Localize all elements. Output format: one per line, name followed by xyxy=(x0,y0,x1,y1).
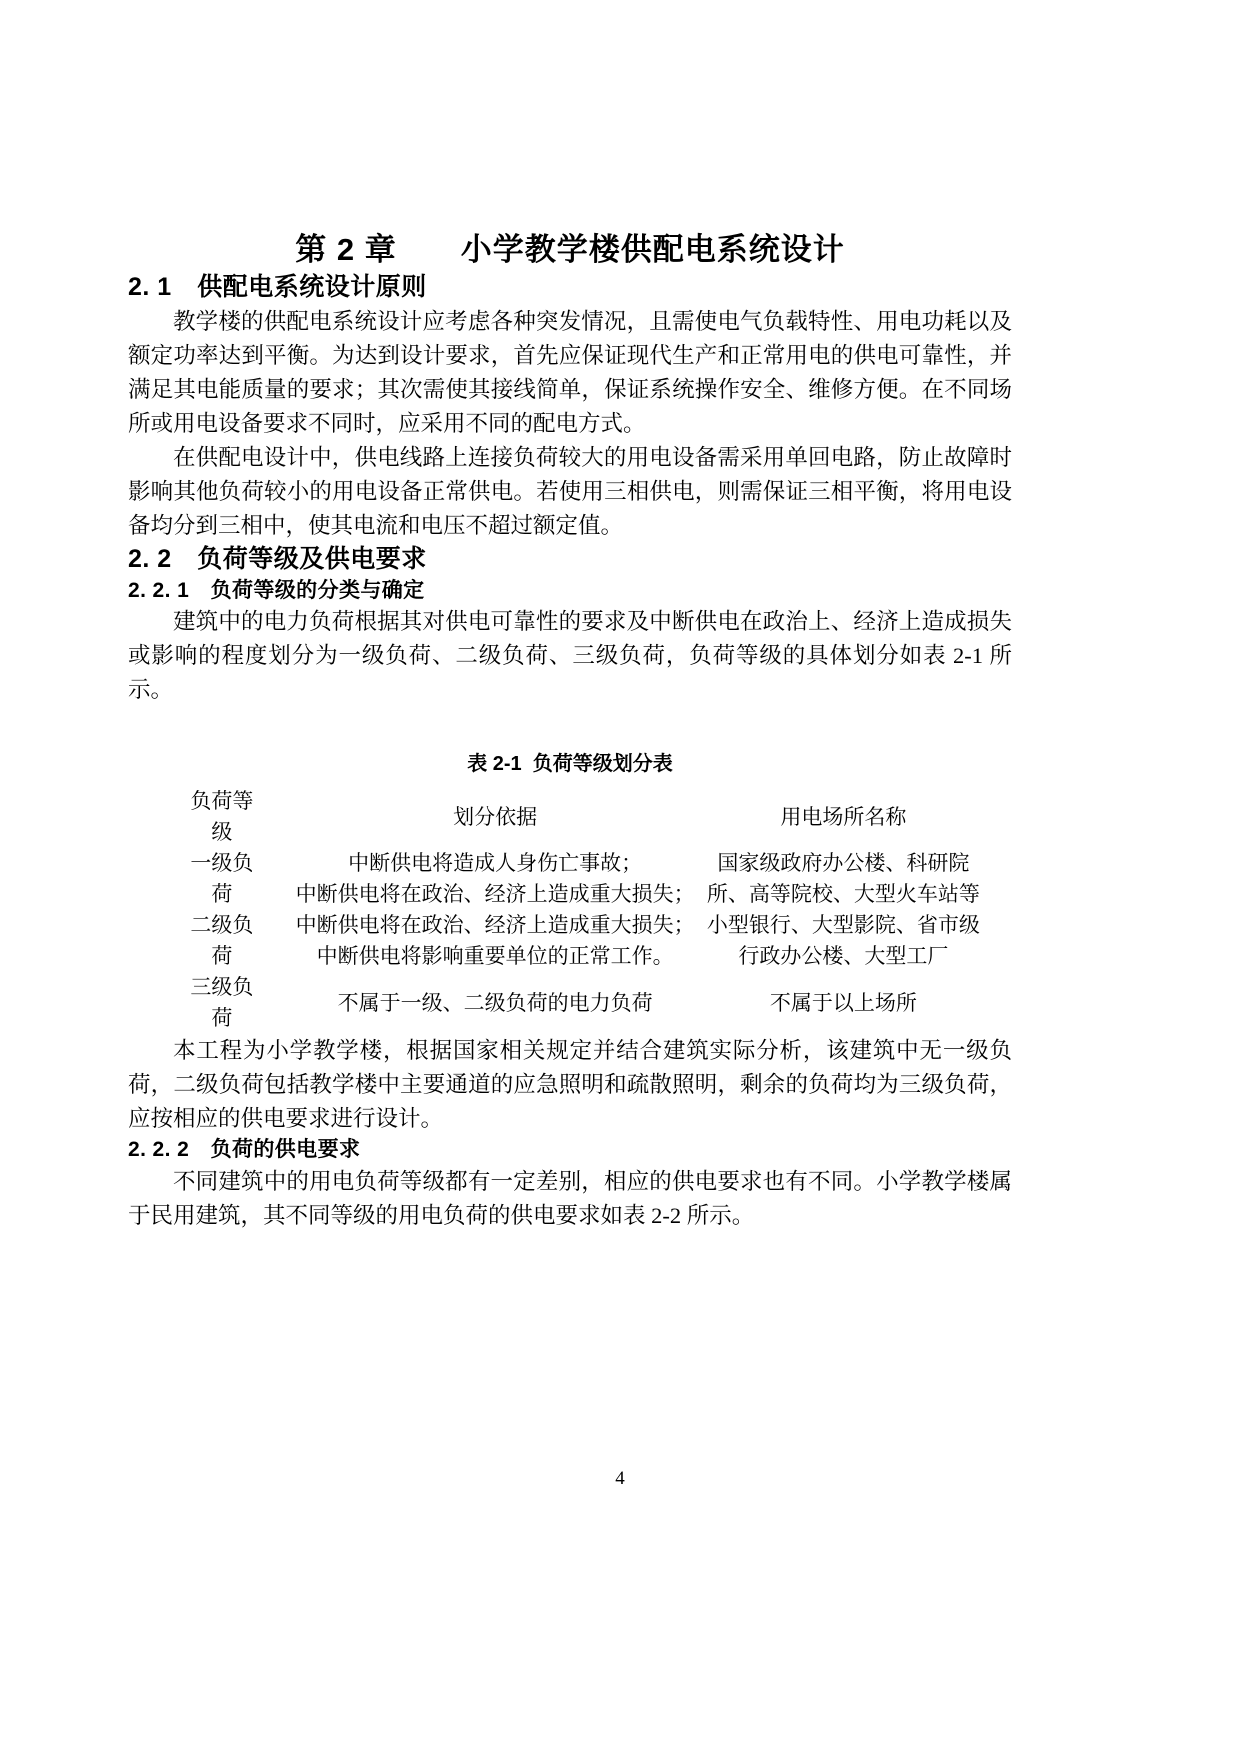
table-cell-place xyxy=(695,910,992,972)
table-cell-grade-line2: 荷 xyxy=(211,1006,233,1031)
paragraph-2-1-2: 在供配电设计中，供电线路上连接负荷较大的用电设备需采用单回电路，防止故障时影响其他负荷较小的用电设备正常供电。若使用三相供电，则需保证三相平衡，将用电设备均分到三相中，使其电流和电压不超过额定值。 xyxy=(128,445,1012,539)
table-cell-basis-line1: 中断供电将在政治、经济上造成重大损失； xyxy=(295,913,695,938)
table-cell-basis-line2: 中断供电将影响重要单位的正常工作。 xyxy=(316,944,674,969)
table-cell-grade-line2: 荷 xyxy=(211,882,233,907)
table-cell-grade-line1: 二级负 xyxy=(190,913,254,938)
table-row xyxy=(148,972,992,1034)
table-header-place: 用电场所名称 xyxy=(780,804,907,829)
section-heading-2-2: 2. 2 负荷等级及供电要求 xyxy=(128,545,427,574)
table-caption-2-1: 表 2-1 负荷等级划分表 xyxy=(467,753,673,776)
table-cell-grade xyxy=(148,910,296,972)
table-cell-place: 不属于以上场所 xyxy=(769,990,917,1015)
section-heading-2-1: 2. 1 供配电系统设计原则 xyxy=(128,273,427,302)
page-number: 4 xyxy=(615,1468,625,1489)
table-header-grade-line2: 级 xyxy=(211,820,233,845)
table-cell-grade-line2: 荷 xyxy=(211,944,233,969)
table-cell-grade-line1: 三级负 xyxy=(190,975,254,1000)
table-header-grade-line1: 负荷等 xyxy=(190,789,254,814)
paragraph-2-1-1: 教学楼的供配电系统设计应考虑各种突发情况，且需使电气负载特性、用电功耗以及额定功率达到平衡。为达到设计要求，首先应保证现代生产和正常用电的供电可靠性，并满足其电能质量的要求；其次需使其接线简单，保证系统操作安全、维修方便。在不同场所或用电设备要求不同时，应采用不同的配电方式。 xyxy=(128,309,1012,437)
section-heading-2-2-2: 2. 2. 2 负荷的供电要求 xyxy=(128,1138,361,1162)
table-cell-basis xyxy=(296,910,695,972)
table-cell-grade xyxy=(148,972,296,1034)
table-cell-grade-line1: 一级负 xyxy=(190,851,254,876)
table-header-basis: 划分依据 xyxy=(453,804,538,829)
table-cell-place-line1: 国家级政府办公楼、科研院 xyxy=(717,851,970,876)
section-heading-2-2-1: 2. 2. 1 负荷等级的分类与确定 xyxy=(128,578,425,602)
table-cell-place xyxy=(695,848,992,910)
table-cell-basis-line1: 中断供电将造成人身伤亡事故； xyxy=(348,851,643,876)
table-header-grade xyxy=(148,786,296,848)
page-content xyxy=(128,0,1012,1233)
table-cell-basis: 不属于一级、二级负荷的电力负荷 xyxy=(337,990,653,1015)
table-cell-place-line2: 所、高等院校、大型火车站等 xyxy=(706,882,980,907)
table-cell-place-line2: 行政办公楼、大型工厂 xyxy=(738,944,949,969)
paragraph-after-table-2-1: 本工程为小学教学楼，根据国家相关规定并结合建筑实际分析，该建筑中无一级负荷，二级负荷包括教学楼中主要通道的应急照明和疏散照明，剩余的负荷均为三级负荷，应按相应的供电要求进行设计。 xyxy=(128,1038,1012,1132)
paragraph-2-2-2: 不同建筑中的用电负荷等级都有一定差别，相应的供电要求也有不同。小学教学楼属于民用建筑，其不同等级的用电负荷的供电要求如表 2-2 所示。 xyxy=(128,1168,1012,1228)
table-cell-place-line1: 小型银行、大型影院、省市级 xyxy=(706,913,980,938)
table-row xyxy=(148,910,992,972)
table-row xyxy=(148,848,992,910)
paragraph-before-table-2-1: 建筑中的电力负荷根据其对供电可靠性的要求及中断供电在政治上、经济上造成损失或影响的程度划分为一级负荷、二级负荷、三级负荷，负荷等级的具体划分如表 2-1 所示。 xyxy=(128,609,1012,703)
table-cell-grade xyxy=(148,848,296,910)
table-cell-basis-line2: 中断供电将在政治、经济上造成重大损失； xyxy=(295,882,695,907)
table-cell-basis xyxy=(296,848,695,910)
table-header-row xyxy=(148,786,992,848)
table-2-1 xyxy=(148,786,992,1034)
chapter-title: 第 2 章 小学教学楼供配电系统设计 xyxy=(295,232,845,267)
